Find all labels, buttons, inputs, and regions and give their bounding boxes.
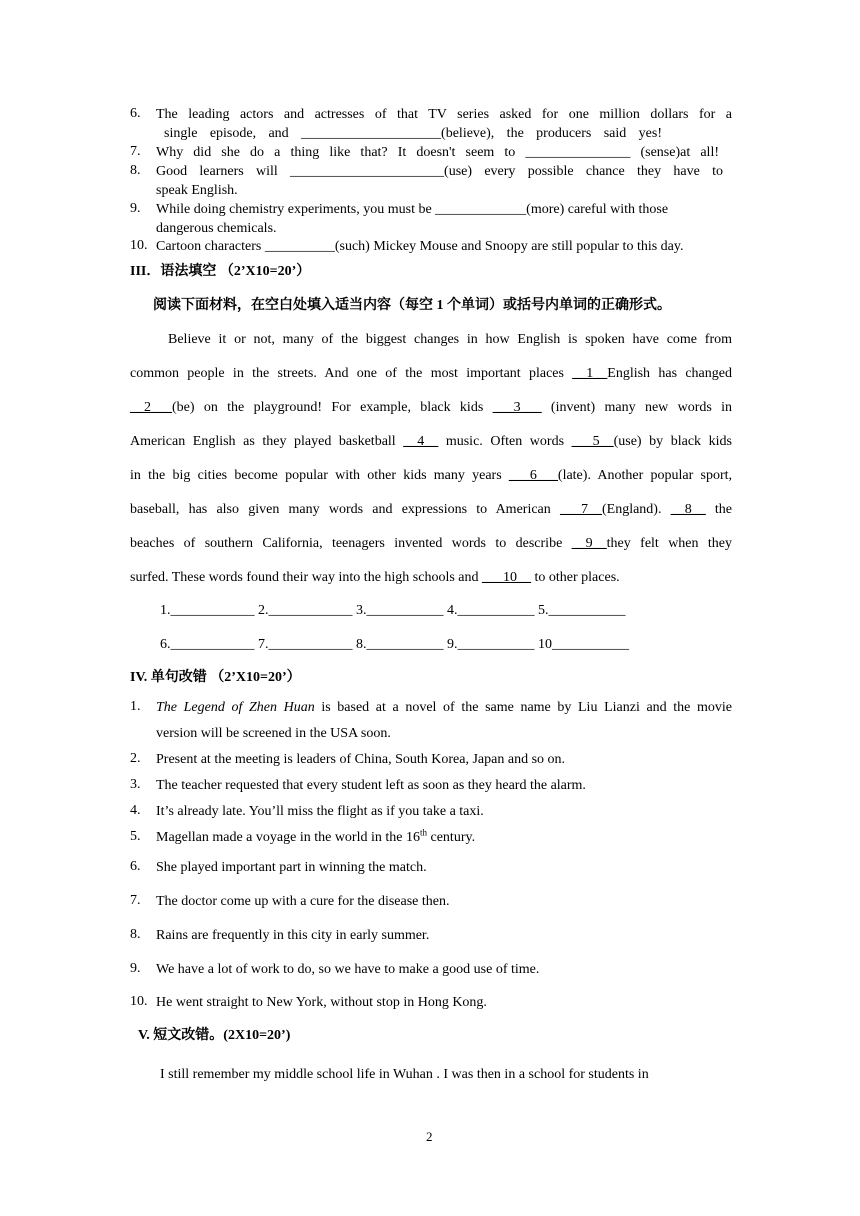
item-text: The teacher requested that every student left as soon as they heard the alarm. — [156, 778, 586, 793]
item-number: 5. — [130, 829, 141, 844]
item-text: The doctor come up with a cure for the disease then. — [156, 894, 450, 909]
passage-line: in the big cities become popular with other kids many years ___6___(late). Another popular sport, — [130, 468, 732, 483]
passage-line: baseball, has also given many words and expressions to American ___7__(England). __8__ the — [130, 502, 733, 517]
item-number: 6. — [130, 106, 141, 121]
section-instruction: 阅读下面材料，在空白处填入适当内容（每空 1 个单词）或括号内单词的正确形式。 — [153, 298, 671, 313]
item-text: dangerous chemicals. — [156, 221, 277, 236]
passage-line: beaches of southern California, teenagers invented words to describe __9__they felt when they — [130, 536, 732, 551]
item-text: speak English. — [156, 183, 238, 198]
item-number: 7. — [130, 144, 141, 159]
item-text: It’s already late. You’ll miss the flight as if you take a taxi. — [156, 804, 484, 819]
passage-line: American English as they played basketball __4__ music. Often words ___5__(use) by black kids — [130, 434, 732, 449]
item-text: We have a lot of work to do, so we have to make a good use of time. — [156, 962, 540, 977]
item-text: Magellan made a voyage in the world in the 16th century. — [156, 827, 476, 845]
item-number: 9. — [130, 961, 141, 976]
item-number: 10. — [130, 238, 148, 253]
item-text: Present at the meeting is leaders of China, South Korea, Japan and so on. — [156, 752, 566, 767]
section-heading: V. 短文改错。(2X10=20’) — [138, 1028, 291, 1043]
item-text: The leading actors and actresses of that TV series asked for one million dollars for a — [156, 107, 732, 122]
item-number: 9. — [130, 201, 141, 216]
item-number: 4. — [130, 803, 141, 818]
item-text: Cartoon characters __________(such) Mickey Mouse and Snoopy are still popular to this day. — [156, 239, 684, 254]
answer-blanks: 1.____________ 2.____________ 3.___________ 4.___________ 5.___________ — [160, 603, 626, 618]
passage-line: I still remember my middle school life in Wuhan . I was then in a school for students in — [160, 1067, 649, 1082]
item-text: While doing chemistry experiments, you must be _____________(more) careful with those — [156, 202, 669, 217]
item-number: 1. — [130, 699, 141, 714]
item-number: 2. — [130, 751, 141, 766]
passage-line: Believe it or not, many of the biggest changes in how English is spoken have come from — [168, 332, 732, 347]
item-number: 10. — [130, 994, 148, 1009]
passage-line: __2___(be) on the playground! For example, black kids ___3___ (invent) many new words in — [130, 400, 733, 415]
item-number: 8. — [130, 927, 141, 942]
item-number: 7. — [130, 893, 141, 908]
item-number: 8. — [130, 163, 141, 178]
item-number: 3. — [130, 777, 141, 792]
item-number: 6. — [130, 859, 141, 874]
passage-line: surfed. These words found their way into the high schools and ___10__ to other places. — [130, 570, 620, 585]
item-text: Good learners will ______________________(use) every possible chance they have to — [156, 164, 723, 179]
answer-blanks: 6.____________ 7.____________ 8.___________ 9.___________ 10___________ — [160, 637, 629, 652]
section-heading: IV. 单句改错 （2’X10=20’） — [130, 670, 301, 685]
item-text: version will be screened in the USA soon. — [156, 726, 391, 741]
passage-line: common people in the streets. And one of the most important places __1__English has changed — [130, 366, 732, 381]
item-text: She played important part in winning the match. — [156, 860, 427, 875]
item-text: single episode, and ____________________(believe), the producers said yes! — [164, 126, 662, 141]
page-number: 2 — [426, 1129, 433, 1144]
item-text: The Legend of Zhen Huan is based at a novel of the same name by Liu Lianzi and the movie — [156, 700, 732, 715]
section-heading: III．语法填空 （2’X10=20’） — [130, 264, 311, 279]
item-text: He went straight to New York, without stop in Hong Kong. — [156, 995, 487, 1010]
item-text: Rains are frequently in this city in early summer. — [156, 928, 430, 943]
item-text: Why did she do a thing like that? It doesn't seem to _______________ (sense)at all! — [156, 145, 719, 160]
